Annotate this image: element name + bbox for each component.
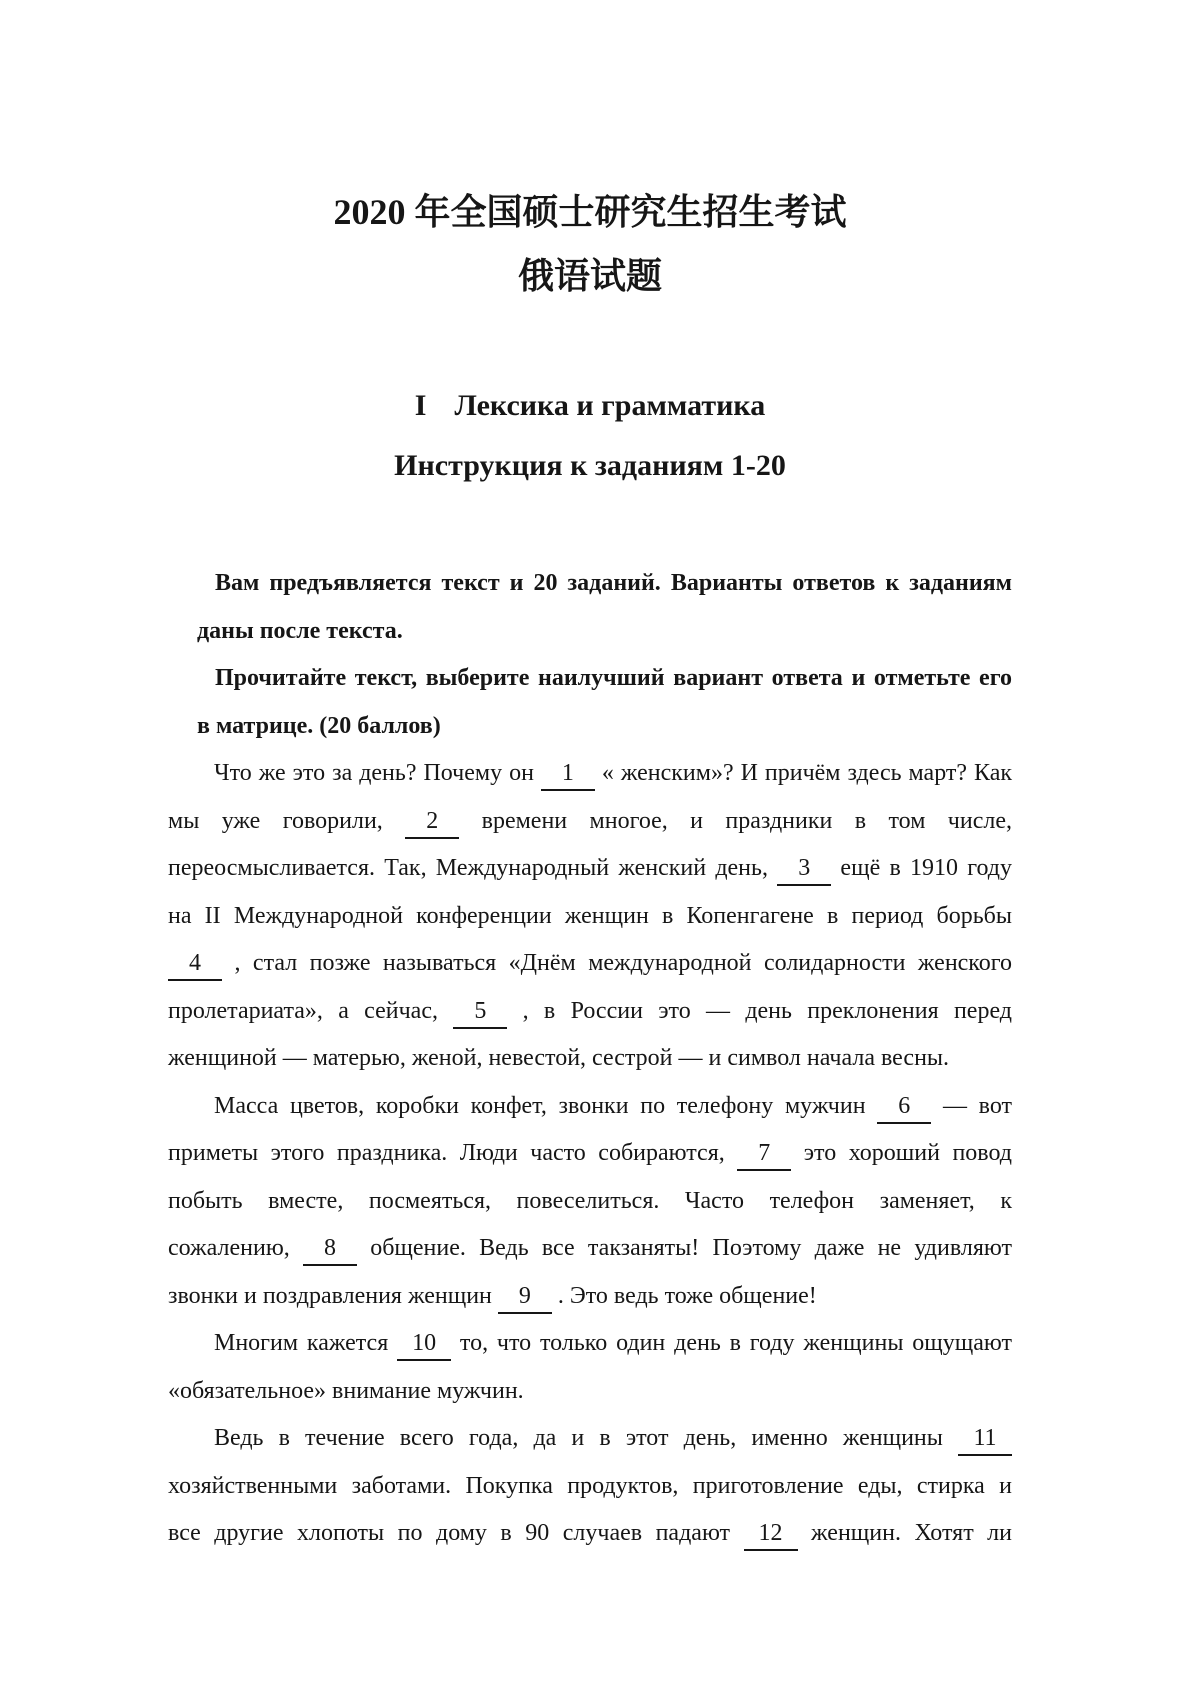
text-line: Ведь в течение всего года, да и в этот день, именно женщины 11 [168,1415,1012,1463]
answer-blank: 3 [777,856,831,886]
text-line: Многим кажется 10 то, что только один день в году женщины ощущают [168,1320,1012,1368]
text-line: хозяйственными заботами. Покупка продуктов, приготовление еды, стирка и [168,1472,1012,1499]
text-line: пролетариата», а сейчас, 5 , в России это — день преклонения перед [168,988,1012,1036]
answer-blank: 11 [958,1426,1012,1456]
answer-blank: 1 [541,761,595,791]
instruction-heading: Инструкция к заданиям 1-20 [394,449,786,482]
section-heading [168,388,1012,424]
section-numeral: I [414,389,427,422]
text-line: Масса цветов, коробки конфет, звонки по телефону мужчин 6 — вот [168,1083,1012,1131]
text-line: в матрице. (20 баллов) [197,712,441,739]
text-line: звонки и поздравления женщин 9 . Это ведь тоже общение! [168,1273,1012,1321]
text-line: Прочитайте текст, выберите наилучший вариант ответа и отметьте его [215,665,1012,691]
text-line: на II Международной конференции женщин в Копенгагене в период борьбы [168,902,1012,929]
answer-blank: 8 [303,1236,357,1266]
text-line: даны после текста. [197,617,403,644]
text-line: Что же это за день? Почему он 1 « женским»? И причём здесь март? Как [168,750,1012,798]
text-line: «обязательное» внимание мужчин. [168,1377,524,1404]
text-block [168,560,1012,1558]
answer-blank: 7 [737,1141,791,1171]
exam-subtitle-chinese: 俄语试题 [517,256,662,296]
answer-blank: 9 [498,1284,552,1314]
exam-title-chinese: 2020 年全国硕士研究生招生考试 [333,192,847,232]
answer-blank: 10 [397,1331,451,1361]
answer-blank: 5 [453,999,507,1029]
text-line: мы уже говорили, 2 времени многое, и праздники в том числе, [168,798,1012,846]
text-line: все другие хлопоты по дому в 90 случаев падают 12 женщин. Хотят ли [168,1510,1012,1558]
text-line: женщиной — матерью, женой, невестой, сестрой — и символ начала весны. [168,1045,950,1071]
answer-blank: 6 [877,1094,931,1124]
text-line: сожалению, 8 общение. Ведь все такзаняты! Поэтому даже не удивляют [168,1225,1012,1273]
text-line: 4 , стал позже называться «Днём международной солидарности женского [168,940,1012,988]
text-line: Вам предъявляется текст и 20 заданий. Варианты ответов к заданиям [215,570,1012,596]
section-title: Лексика и грамматика [454,389,766,422]
answer-blank: 12 [744,1521,798,1551]
text-line: приметы этого праздника. Люди часто собираются, 7 это хороший повод [168,1130,1012,1178]
text-line: переосмысливается. Так, Международный женский день, 3 ещё в 1910 году [168,845,1012,893]
answer-blank: 4 [168,951,222,981]
answer-blank: 2 [405,809,459,839]
text-line: побыть вместе, посмеяться, повеселиться. Часто телефон заменяет, к [168,1187,1012,1214]
